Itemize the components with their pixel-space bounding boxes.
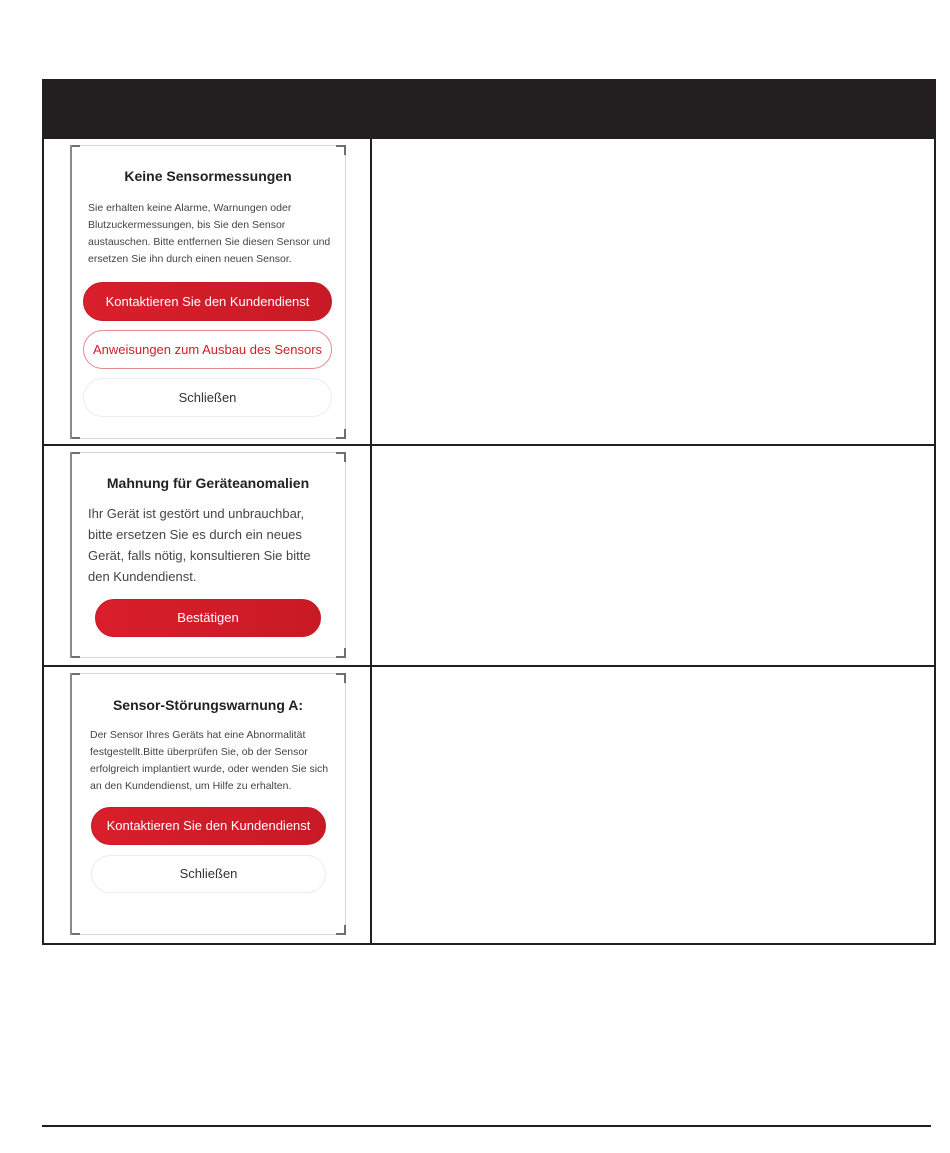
table-header-row bbox=[43, 80, 935, 138]
frame-edge bbox=[70, 145, 72, 439]
contact-support-button[interactable]: Kontaktieren Sie den Kundendienst bbox=[83, 282, 332, 321]
sensor-removal-instructions-button[interactable]: Anweisungen zum Ausbau des Sensors bbox=[83, 330, 332, 369]
frame-corner bbox=[336, 648, 346, 658]
confirm-button[interactable]: Bestätigen bbox=[95, 599, 321, 637]
dialog-title: Sensor-Störungswarnung A: bbox=[112, 697, 304, 713]
frame-corner bbox=[336, 452, 346, 462]
table-row bbox=[43, 138, 935, 445]
frame-corner bbox=[336, 925, 346, 935]
dialog-message: Der Sensor Ihres Geräts hat eine Abnormalität festgestellt.Bitte überprüfen Sie, ob der Sensor erfolgreich implantiert wurde, oder wenden Sie sich an den Kundendienst, um Hilfe zu erhalten. bbox=[90, 729, 329, 792]
description-cell bbox=[371, 138, 935, 445]
screenshot-cell bbox=[43, 138, 371, 445]
footer-divider bbox=[42, 1125, 931, 1127]
dialog-title: Mahnung für Geräteanomalien bbox=[106, 475, 310, 491]
description-cell bbox=[371, 445, 935, 666]
frame-edge bbox=[70, 673, 72, 935]
dialog-device-anomaly bbox=[70, 452, 346, 658]
dialog-message: Sie erhalten keine Alarme, Warnungen oder Blutzuckermessungen, bis Sie den Sensor austauschen. Bitte entfernen Sie diesen Sensor und ersetzen Sie ihn durch einen neuen Sensor. bbox=[88, 202, 331, 265]
dialog-message: Ihr Gerät ist gestört und unbrauchbar, bitte ersetzen Sie es durch ein neues Gerät, falls nötig, konsultieren Sie bitte den Kundendienst. bbox=[88, 506, 311, 584]
dialog-no-sensor-readings bbox=[70, 145, 346, 439]
contact-support-button[interactable]: Kontaktieren Sie den Kundendienst bbox=[91, 807, 326, 845]
table-row bbox=[43, 445, 935, 666]
screenshot-cell bbox=[43, 445, 371, 666]
table-row bbox=[43, 666, 935, 944]
alerts-table bbox=[42, 79, 936, 945]
dialog-sensor-fault-warning bbox=[70, 673, 346, 935]
frame-corner bbox=[336, 429, 346, 439]
frame-corner bbox=[336, 145, 346, 155]
close-button[interactable]: Schließen bbox=[83, 378, 332, 417]
table-header-bar bbox=[43, 80, 935, 138]
screenshot-cell bbox=[43, 666, 371, 944]
frame-edge bbox=[70, 452, 72, 658]
description-cell bbox=[371, 666, 935, 944]
dialog-title: Keine Sensormessungen bbox=[124, 168, 292, 184]
frame-corner bbox=[336, 673, 346, 683]
close-button[interactable]: Schließen bbox=[91, 855, 326, 893]
